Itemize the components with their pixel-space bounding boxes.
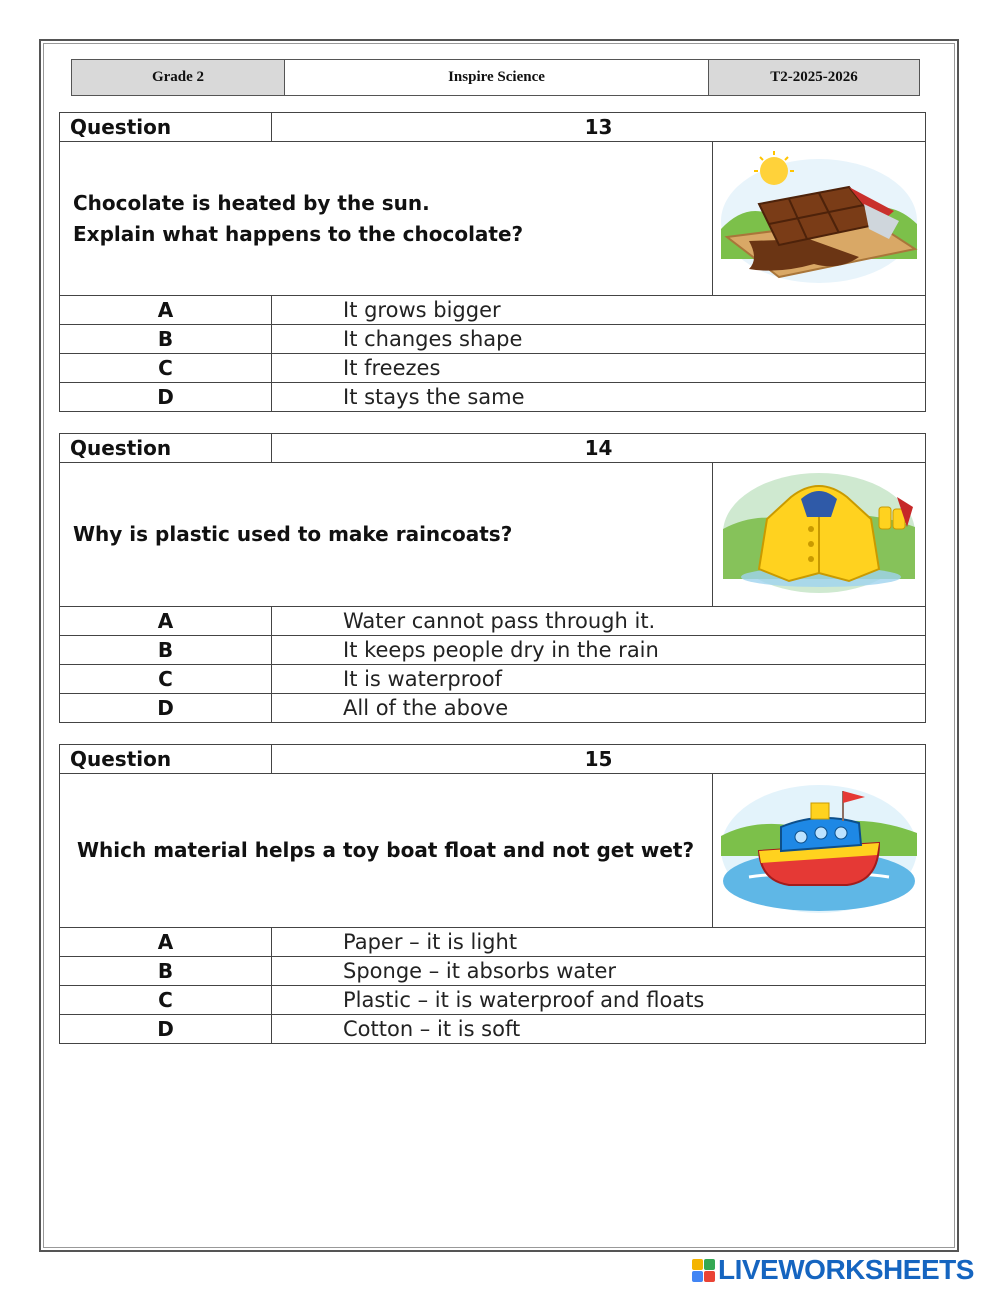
- melting-chocolate-illustration: [719, 149, 919, 285]
- term-cell: T2-2025-2026: [709, 60, 920, 96]
- option-a[interactable]: Paper – it is light: [272, 928, 926, 957]
- option-b[interactable]: Sponge – it absorbs water: [272, 957, 926, 986]
- option-letter: D: [60, 694, 272, 723]
- question-text: [60, 463, 713, 607]
- option-a[interactable]: It grows bigger: [272, 296, 926, 325]
- option-letter: A: [60, 928, 272, 957]
- question-label: Question: [60, 745, 272, 774]
- option-a[interactable]: Water cannot pass through it.: [272, 607, 926, 636]
- option-letter: B: [60, 325, 272, 354]
- question-15-table: [59, 744, 926, 1044]
- question-line: Explain what happens to the chocolate?: [73, 221, 524, 246]
- question-label: Question: [60, 434, 272, 463]
- grade-cell: Grade 2: [72, 60, 285, 96]
- option-letter: A: [60, 607, 272, 636]
- option-letter: D: [60, 383, 272, 412]
- question-line: Which material helps a toy boat float and not get wet?: [77, 838, 695, 862]
- question-line: Chocolate is heated by the sun.: [73, 190, 430, 215]
- question-label: Question: [60, 113, 272, 142]
- option-c[interactable]: It is waterproof: [272, 665, 926, 694]
- option-b[interactable]: It keeps people dry in the rain: [272, 636, 926, 665]
- option-d[interactable]: All of the above: [272, 694, 926, 723]
- liveworksheets-logo-icon: [692, 1259, 715, 1282]
- option-letter: B: [60, 636, 272, 665]
- option-letter: C: [60, 986, 272, 1015]
- question-text: [60, 774, 713, 928]
- option-d[interactable]: It stays the same: [272, 383, 926, 412]
- option-letter: B: [60, 957, 272, 986]
- option-b[interactable]: It changes shape: [272, 325, 926, 354]
- question-number: 15: [272, 745, 926, 774]
- question-14-table: [59, 433, 926, 723]
- question-text: [60, 142, 713, 296]
- option-letter: C: [60, 354, 272, 383]
- yellow-raincoat-illustration: [721, 469, 917, 597]
- option-c[interactable]: Plastic – it is waterproof and floats: [272, 986, 926, 1015]
- option-c[interactable]: It freezes: [272, 354, 926, 383]
- subject-cell: Inspire Science: [285, 60, 709, 96]
- question-image-cell: [713, 463, 926, 607]
- brand-name: LIVEWORKSHEETS: [718, 1254, 974, 1285]
- worksheet-header: [71, 59, 920, 96]
- question-line: Why is plastic used to make raincoats?: [73, 522, 513, 546]
- question-image-cell: [713, 142, 926, 296]
- question-number: 14: [272, 434, 926, 463]
- option-letter: D: [60, 1015, 272, 1044]
- question-image-cell: [713, 774, 926, 928]
- option-letter: A: [60, 296, 272, 325]
- option-letter: C: [60, 665, 272, 694]
- toy-boat-illustration: [719, 781, 919, 917]
- question-number: 13: [272, 113, 926, 142]
- option-d[interactable]: Cotton – it is soft: [272, 1015, 926, 1044]
- liveworksheets-logo[interactable]: [692, 1253, 974, 1287]
- question-13-table: [59, 112, 926, 412]
